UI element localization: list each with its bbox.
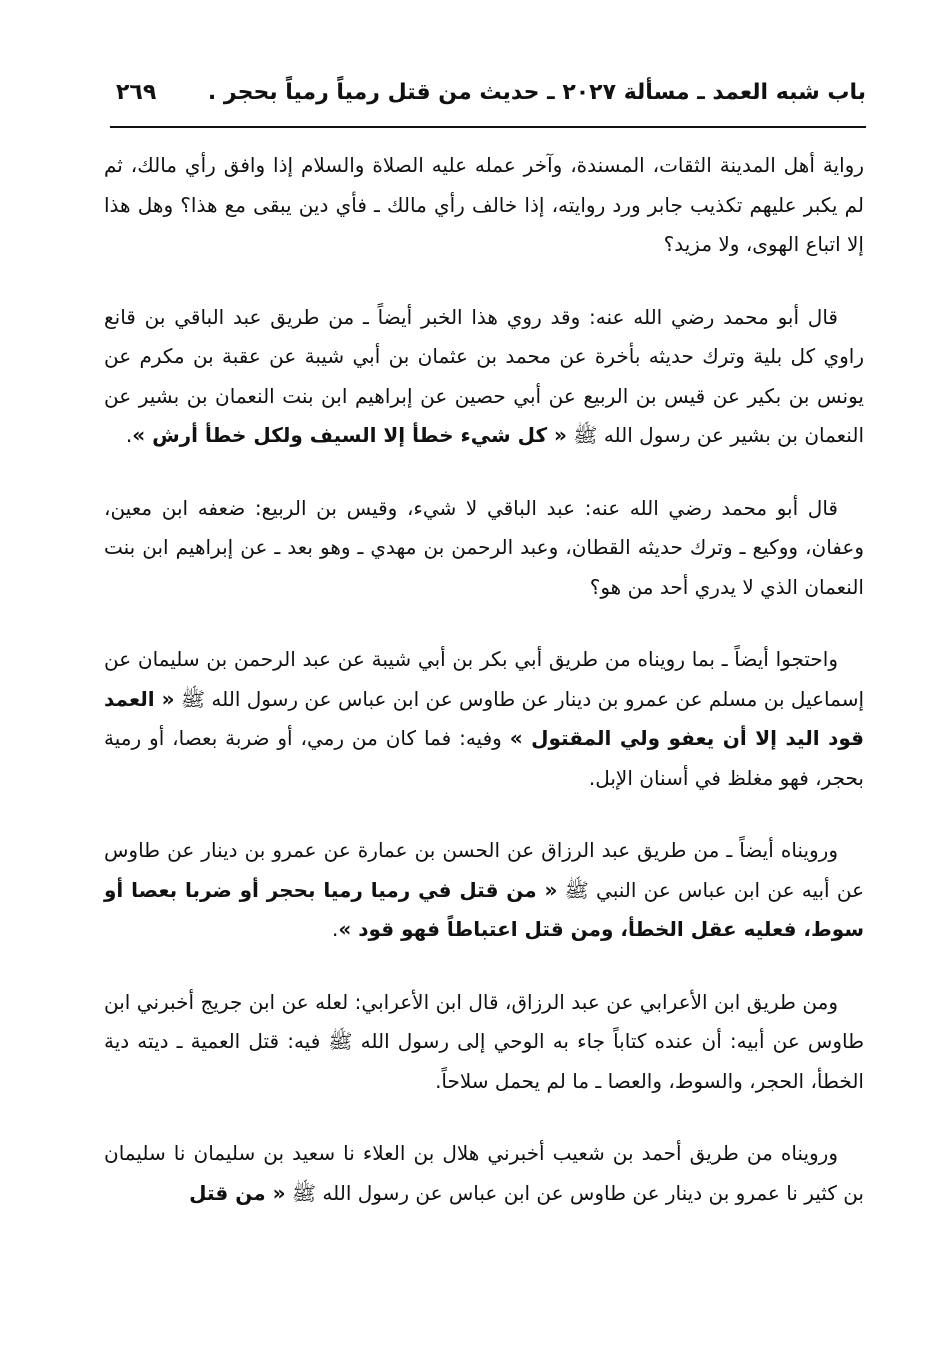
running-header [110, 72, 866, 122]
paragraph-text: قال أبو محمد رضي الله عنه: وقد روي هذا الخبر أيضاً ـ من طريق عبد الباقي بن قانع راوي كل بلية وترك حديثه بأخرة عن محمد بن عثمان بن أبي شيبة عن عقبة بن مكرم عن يونس بن بكير عن قيس بن الربيع عن أبي حصين عن إبراهيم ابن بنت النعمان بن بشير عن النعمان بن بشير عن رسول الله ﷺ [104, 304, 864, 447]
paragraph-text-after: . [331, 917, 339, 941]
paragraph-text-after: . [125, 423, 133, 447]
hadith-quote: « من قتل في رميا رميا بحجر أو ضربا بعصا أو سوط، فعليه عقل الخطأ، ومن قتل اعتباطاً فهو قود » [104, 877, 864, 941]
chapter-title: باب شبه العمد ـ مسألة ٢٠٢٧ ـ حديث من قتل رمياً رمياً بحجر . [207, 80, 866, 105]
header-divider [110, 126, 866, 128]
hadith-quote: « كل شيء خطأ إلا السيف ولكل خطأ أرش » [132, 423, 567, 447]
body-text [104, 146, 864, 1246]
paragraph-text: ورويناه من طريق أحمد بن شعيب أخبرني هلال بن العلاء نا سعيد بن سليمان نا سليمان بن كثير نا عمرو بن دينار عن طاوس عن ابن عباس عن رسول الله ﷺ [104, 1141, 864, 1205]
paragraph-3 [104, 489, 864, 608]
paragraph-text: ورويناه أيضاً ـ من طريق عبد الرزاق عن الحسن بن عمارة عن عمرو بن دينار عن طاوس عن أبيه عن ابن عباس عن النبي ﷺ [104, 838, 865, 902]
paragraph-text: ومن طريق ابن الأعرابي عن عبد الرزاق، قال ابن الأعرابي: لعله عن ابن جريج أخبرني ابن طاوس عن أبيه: أن عنده كتاباً جاء به الوحي إلى رسول الله ﷺ فيه: قتل العمية ـ ديته دية الخطأ، الحجر، والسوط، والعصا ـ ما لم يحمل سلاحاً. [104, 989, 864, 1093]
paragraph-7 [104, 1134, 864, 1213]
hadith-quote: « من قتل [189, 1180, 286, 1205]
paragraph-2 [104, 298, 864, 456]
paragraph-1 [104, 146, 864, 265]
paragraph-text: واحتجوا أيضاً ـ بما رويناه من طريق أبي بكر بن أبي شيبة عن عبد الرحمن بن سليمان عن إسماعيل بن مسلم عن عمرو بن دينار عن طاوس عن ابن عباس عن رسول الله ﷺ [104, 647, 865, 711]
paragraph-text: رواية أهل المدينة الثقات، المسندة، وآخر عمله عليه الصلاة والسلام إذا وافق رأي مالك، ثم لم يكبر عليهم تكذيب جابر ورد روايته، إذا خالف رأي مالك ـ فأي دين يبقى مع هذا؟ وهل هذا إلا اتباع الهوى، ولا مزيد؟ [104, 153, 864, 256]
paragraph-5 [104, 831, 864, 950]
paragraph-4 [104, 640, 864, 798]
hadith-quote: « العمد قود اليد إلا أن يعفو ولي المقتول » [104, 686, 864, 750]
paragraph-6 [104, 983, 864, 1102]
paragraph-text: قال أبو محمد رضي الله عنه: عبد الباقي لا شيء، وقيس بن الربيع: ضعفه ابن معين، وعفان، ووكيع ـ وترك حديثه القطان، وعبد الرحمن بن مهدي ـ وهو بعد ـ عن إبراهيم ابن بنت النعمان الذي لا يدري أحد من هو؟ [104, 495, 864, 599]
page-number: ٢٦٩ [116, 80, 157, 105]
paragraph-text-after: وفيه: فما كان من رمي، أو ضربة بعصا، أو رمية بحجر، فهو مغلظ في أسنان الإبل. [104, 726, 864, 790]
